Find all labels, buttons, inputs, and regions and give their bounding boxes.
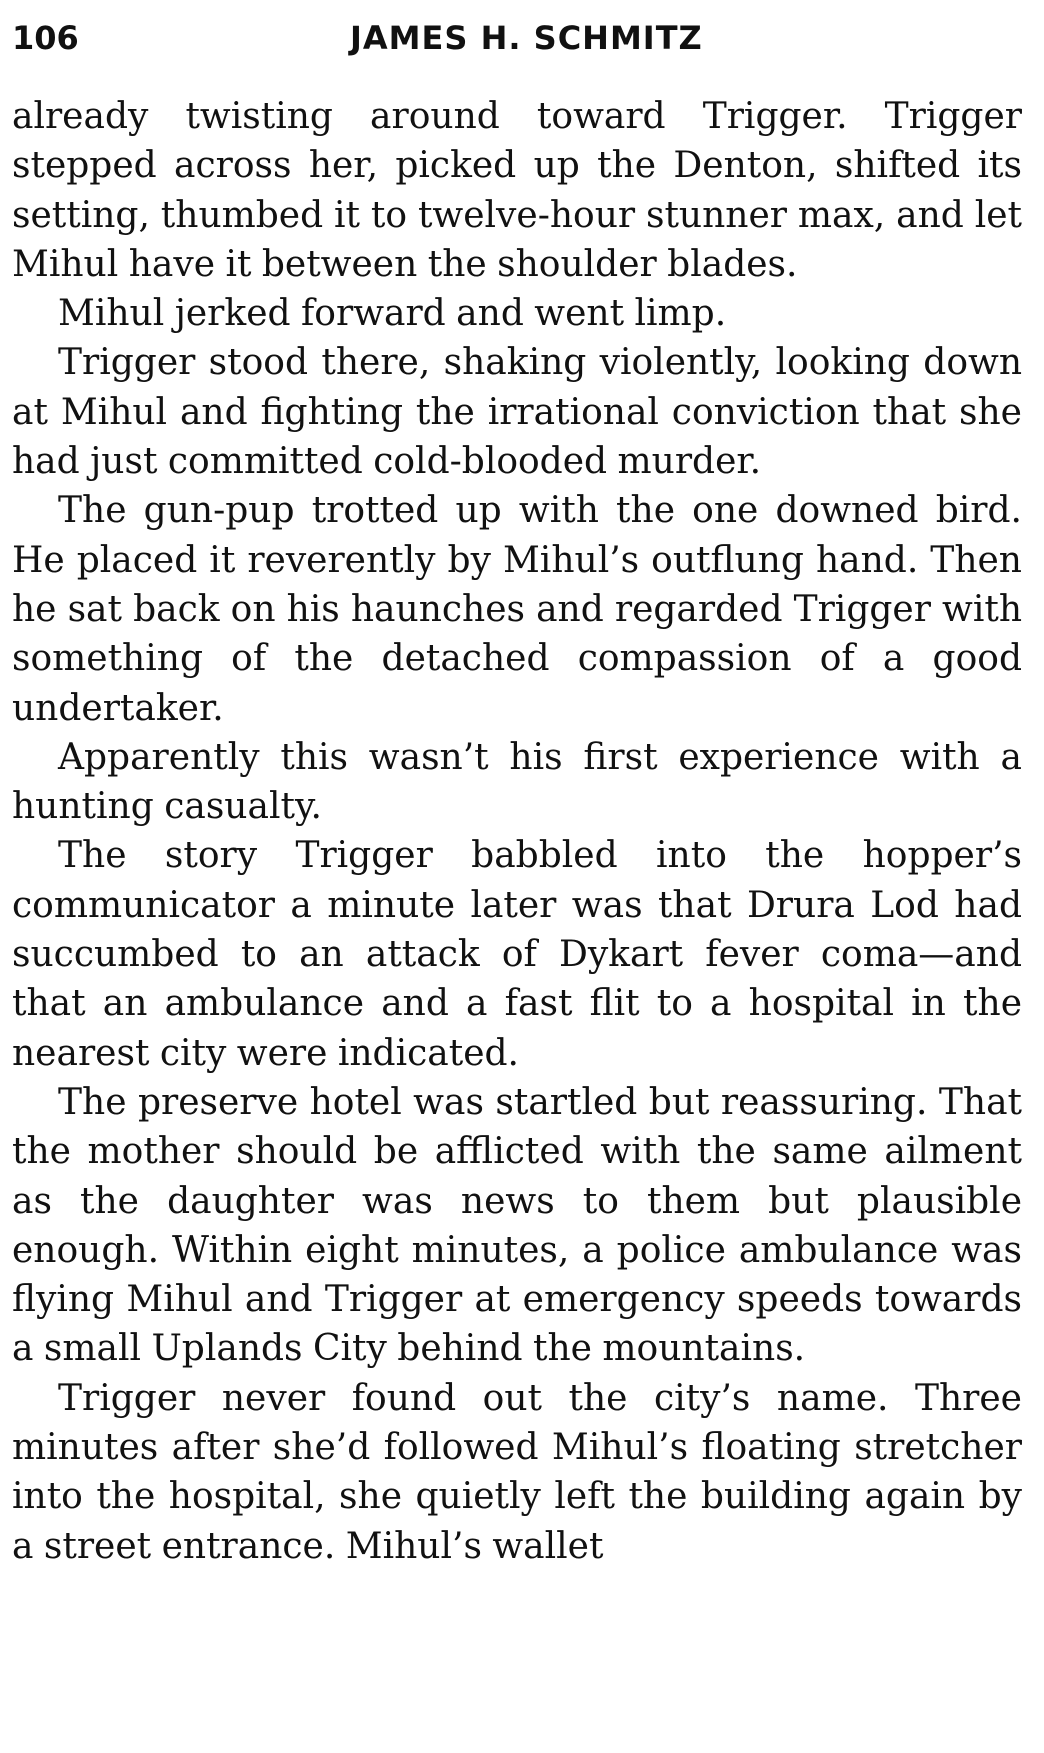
paragraph: Apparently this wasn’t his first experience with a hunting casualty. bbox=[12, 736, 1022, 828]
running-head bbox=[12, 8, 1022, 68]
paragraph: The preserve hotel was startled but reassuring. That the mother should be afflicted with the same ailment as the daughter was news to them but plausible enough. Within eight minutes, a police ambulance was flying Mihul and Trigger at emergency speeds towards a small Uplands City behind the mountains. bbox=[12, 1081, 1022, 1370]
paragraph: already twisting around toward Trigger. Trigger stepped across her, picked up the Denton, shifted its setting, thumbed it to twelve-hour stunner max, and let Mihul have it between the shoulder blades. bbox=[12, 96, 1022, 285]
author-name: JAMES H. SCHMITZ bbox=[350, 19, 703, 57]
paragraph: Mihul jerked forward and went limp. bbox=[58, 293, 727, 335]
paragraph: Trigger never found out the city’s name. Three minutes after she’d followed Mihul’s floating stretcher into the hospital, she quietly left the building again by a street entrance. Mihul’s wallet bbox=[12, 1377, 1022, 1567]
paragraph: Trigger stood there, shaking violently, looking down at Mihul and fighting the irrational conviction that she had just committed cold-blooded murder. bbox=[12, 342, 1022, 483]
paragraph: The gun-pup trotted up with the one downed bird. He placed it reverently by Mihul’s outflung hand. Then he sat back on his haunches and regarded Trigger with something of the detached compassion of a good undertaker. bbox=[12, 490, 1022, 729]
body-text bbox=[12, 92, 1022, 1571]
paragraph: The story Trigger babbled into the hopper’s communicator a minute later was that Drura Lod had succumbed to an attack of Dykart fever coma—and that an ambulance and a fast flit to a hospital in the nearest city were indicated. bbox=[12, 835, 1022, 1074]
page-number: 106 bbox=[12, 19, 79, 57]
